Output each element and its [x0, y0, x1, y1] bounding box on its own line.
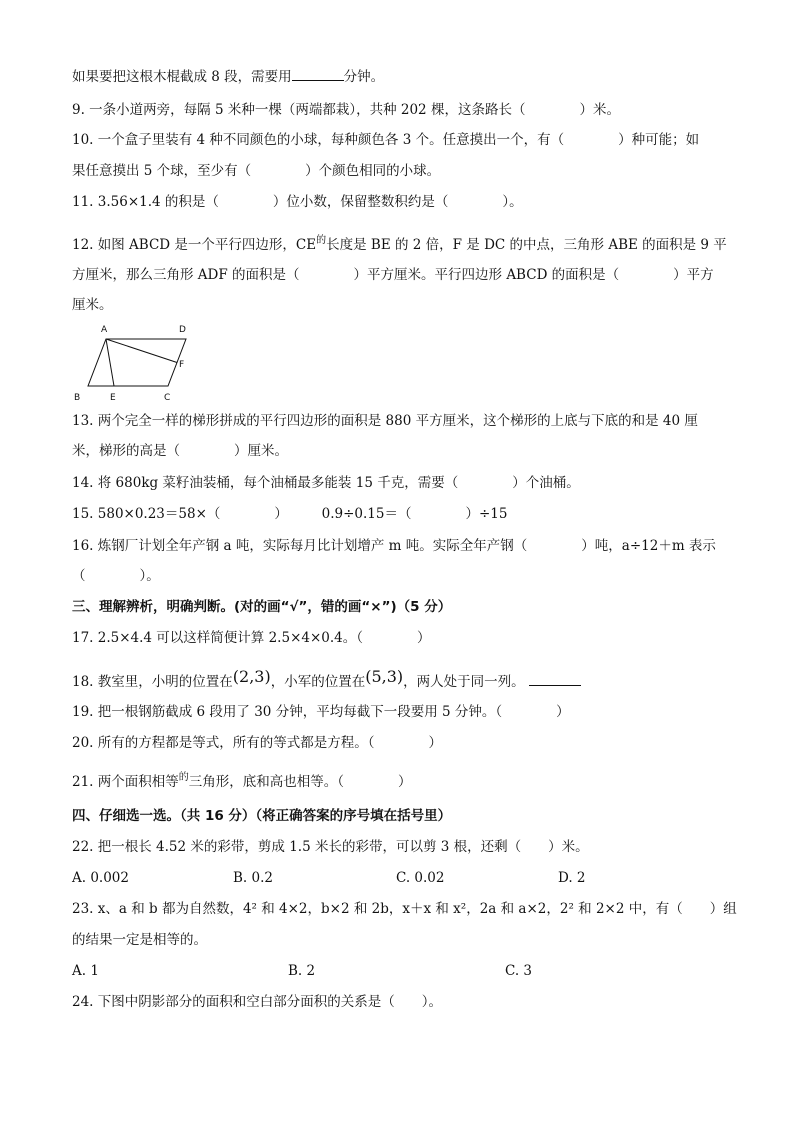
q22-option-c[interactable]: C. 0.02 [396, 870, 445, 886]
question-11: 11. 3.56×1.4 的积是（ ）位小数，保留整数积约是（ ）。 [72, 194, 523, 210]
q23-option-a[interactable]: A. 1 [72, 963, 99, 979]
answer-blank[interactable] [292, 67, 344, 81]
section-3-heading: 三、理解辨析，明确判断。(对的画“√”，错的画“×”)（5 分） [72, 599, 452, 615]
q8-continuation: 如果要把这根木棍截成 8 段，需要用 分钟。 [72, 69, 385, 85]
label-a: A [101, 325, 108, 335]
question-23-line1: 23. x、a 和 b 都为自然数，4² 和 4×2，b×2 和 2b，x＋x 和 x²，2a 和 a×2，2² 和 2×2 中，有（ ）组 [72, 901, 737, 917]
question-16-line2: （ ）。 [72, 568, 160, 584]
q23-option-b[interactable]: B. 2 [288, 963, 316, 979]
question-9: 9. 一条小道两旁，每隔 5 米种一棵（两端都栽），共种 202 棵，这条路长（ ）米。 [72, 102, 620, 118]
question-12-line3: 厘米。 [72, 297, 113, 313]
question-20: 20. 所有的方程都是等式，所有的等式都是方程。（ ） [72, 735, 443, 751]
question-21: 21. 两个面积相等$^的$三角形，底和高也相等。（ ） [72, 772, 412, 790]
question-10-line1: 10. 一个盒子里装有 4 种不同颜色的小球，每种颜色各 3 个。任意摸出一个，有（ ）种可能；如 [72, 132, 700, 148]
section-4-heading: 四、仔细选一选。（共 16 分）（将正确答案的序号填在括号里） [72, 808, 452, 824]
label-d: D [179, 325, 186, 335]
parallelogram-abcd [88, 339, 186, 386]
label-f: F [179, 360, 185, 370]
question-13-line1: 13. 两个完全一样的梯形拼成的平行四边形的面积是 880 平方厘米，这个梯形的上底与下底的和是 40 厘 [72, 413, 698, 429]
question-23-line2: 的结果一定是相等的。 [72, 932, 207, 948]
question-13-line2: 米，梯形的高是（ ）厘米。 [72, 443, 288, 459]
segment-af [106, 339, 177, 363]
question-14: 14. 将 680kg 菜籽油装桶，每个油桶最多能装 15 千克，需要（ ）个油桶。 [72, 475, 580, 491]
question-22: 22. 把一根长 4.52 米的彩带，剪成 1.5 米长的彩带，可以剪 3 根，还剩（ ）米。 [72, 839, 589, 855]
question-16-line1: 16. 炼钢厂计划全年产钢 a 吨，实际每月比计划增产 m 吨。实际全年产钢（ ）吨，a÷12＋m 表示 [72, 538, 716, 554]
coordinate-xiaojun: (5,3) [365, 667, 404, 686]
question-18: 18. 教室里，小明的位置在(2,3)，小军的位置在(5,3)，两人处于同一列。 [72, 672, 581, 691]
q22-option-d[interactable]: D. 2 [558, 870, 586, 886]
question-15: 15. 580×0.23＝58×（ ） 0.9÷0.15＝（ ）÷15 [72, 506, 508, 522]
question-19: 19. 把一根钢筋截成 6 段用了 30 分钟，平均每截下一段要用 5 分钟。（ ） [72, 704, 570, 720]
segment-ae [106, 339, 114, 386]
question-12-line2: 方厘米，那么三角形 ADF 的面积是（ ）平方厘米。平行四边形 ABCD 的面积是（ ）平方 [72, 267, 714, 283]
question-17: 17. 2.5×4.4 可以这样简便计算 2.5×4×0.4。（ ） [72, 630, 431, 646]
q22-option-b[interactable]: B. 0.2 [233, 870, 273, 886]
q22-option-a[interactable]: A. 0.002 [72, 870, 129, 886]
answer-blank[interactable] [529, 672, 581, 686]
label-c: C [164, 393, 171, 403]
label-b: B [74, 393, 81, 403]
coordinate-xiaoming: (2,3) [232, 667, 271, 686]
question-12-line1: 12. 如图 ABCD 是一个平行四边形，$CE^的$长度是 BE 的 2 倍，F 是 DC 的中点，三角形 ABE 的面积是 9 平 [72, 235, 727, 253]
label-e: E [110, 393, 116, 403]
q23-option-c[interactable]: C. 3 [505, 963, 533, 979]
question-10-line2: 果任意摸出 5 个球，至少有（ ）个颜色相同的小球。 [72, 163, 441, 179]
parallelogram-figure [70, 322, 200, 404]
question-24: 24. 下图中阴影部分的面积和空白部分面积的关系是（ ）。 [72, 994, 443, 1010]
